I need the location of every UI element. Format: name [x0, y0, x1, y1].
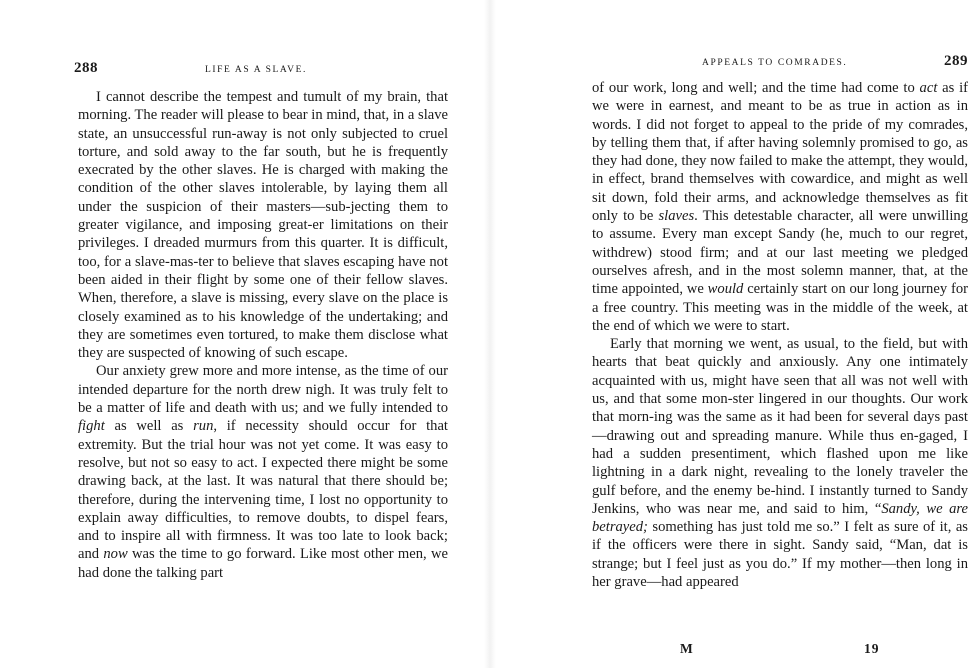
paragraph — [592, 335, 968, 591]
page-body — [592, 79, 968, 591]
text-run: something has just told me so.” I felt as sure of it, as if the officers were there in sight. Sandy said, “Man, dat is strange; but I feel just as you do.” If my mother—then long in her grave—had appeared — [592, 519, 968, 591]
italic-text: would — [707, 281, 744, 298]
running-head: LIFE AS A SLAVE. — [205, 65, 307, 75]
italic-text: slaves — [658, 208, 695, 225]
italic-text: Sandy, we are betrayed; — [592, 500, 968, 536]
text-run: , if necessity should occur for that extremity. But the trial hour was not yet come. It was easy to resolve, but not so easy to act. I expected there might be some drawing back, at the last. It was natural that there should be; therefore, during the intervening time, I lost no opportunity to explain away difficulties, to remove doubts, to dispel fears, and to inspire all with firmness. It was too late to look back; and — [78, 418, 448, 563]
page-number: 288 — [74, 60, 98, 76]
text-run: certainly start on our long journey for a free country. This meeting was in the middle of the week, at the end of which we were to start. — [592, 281, 968, 334]
text-run: as well as — [104, 418, 194, 435]
right-page — [490, 0, 980, 668]
text-run: . This detestable character, all were unwilling to assume. Every man except Sandy (he, much to our regret, withdrew) stood firm; and at our last meeting we pledged ourselves afresh, and in the most solemn manner, that, at the time appointed, we — [592, 208, 968, 298]
text-run: of our work, long and well; and the time had come to — [592, 80, 920, 96]
text-run: I cannot describe the tempest and tumult of my brain, that morning. The reader will please to bear in mind, that, in a slave state, an unsuccessful run-away is not only subjected to cruel torture, and sold away to the far south, but he is frequently execrated by the other slaves. He is charged with making the condition of the other slaves intolerable, by laying them all under the suspicion of their masters—sub-jecting them to greater vigilance, and imposing great-er limitations on their privileges. I dreaded murmurs from this quarter. It is difficult, too, for a slave-mas-ter to believe that slaves escaping have not been aided in their flight by some one of their fellow slaves. When, therefore, a slave is missing, every slave on the place is closely examined as to his knowledge of the undertaking; and they are sometimes even tortured, to make them disclose what they are suspected of knowing of such escape. — [78, 89, 448, 362]
page-number: 289 — [944, 53, 968, 69]
text-run: Early that morning we went, as usual, to the field, but with hearts that beat quickly and anxiously. Any one intimately acquainted with us, might have seen that all was not well with us, and that some mon-ster lingered in our thoughts. Our work that morn-ing was the same as it had been for several days past—drawing out and spreading manure. While thus en-gaged, I had a sudden presentiment, which flashed upon me like lightning in a dark night, revealing to the lonely traveler the gulf before, and the enemy be-hind. I instantly turned to Sandy Jenkins, who was near me, and said to him, “ — [592, 336, 968, 517]
paragraph — [78, 88, 448, 362]
text-run: was the time to go forward. Like most other men, we had done the talking part — [78, 546, 448, 581]
italic-text: fight — [78, 418, 105, 435]
signature-number: 19 — [864, 641, 880, 656]
running-head: APPEALS TO COMRADES. — [702, 58, 848, 68]
page-body — [78, 88, 448, 582]
paragraph — [592, 79, 968, 335]
italic-text: act — [919, 80, 938, 96]
text-run: as if we were in earnest, and meant to be as true in action as in words. I did not forget to appeal to the pride of my comrades, by telling them that, if after having solemnly promised to go, as they had done, they now failed to make the attempt, they would, in effect, brand themselves with cowardice, and might as well sit down, fold their arms, and acknowledge themselves as fit only to be — [592, 80, 968, 225]
text-run: Our anxiety grew more and more intense, as the time of our intended departure for the north drew nigh. It was truly felt to be a matter of life and death with us; and we fully intended to — [78, 363, 448, 417]
italic-text: run — [193, 418, 214, 435]
italic-text: now — [103, 546, 128, 563]
paragraph — [78, 362, 448, 582]
signature-mark: M — [680, 641, 694, 656]
